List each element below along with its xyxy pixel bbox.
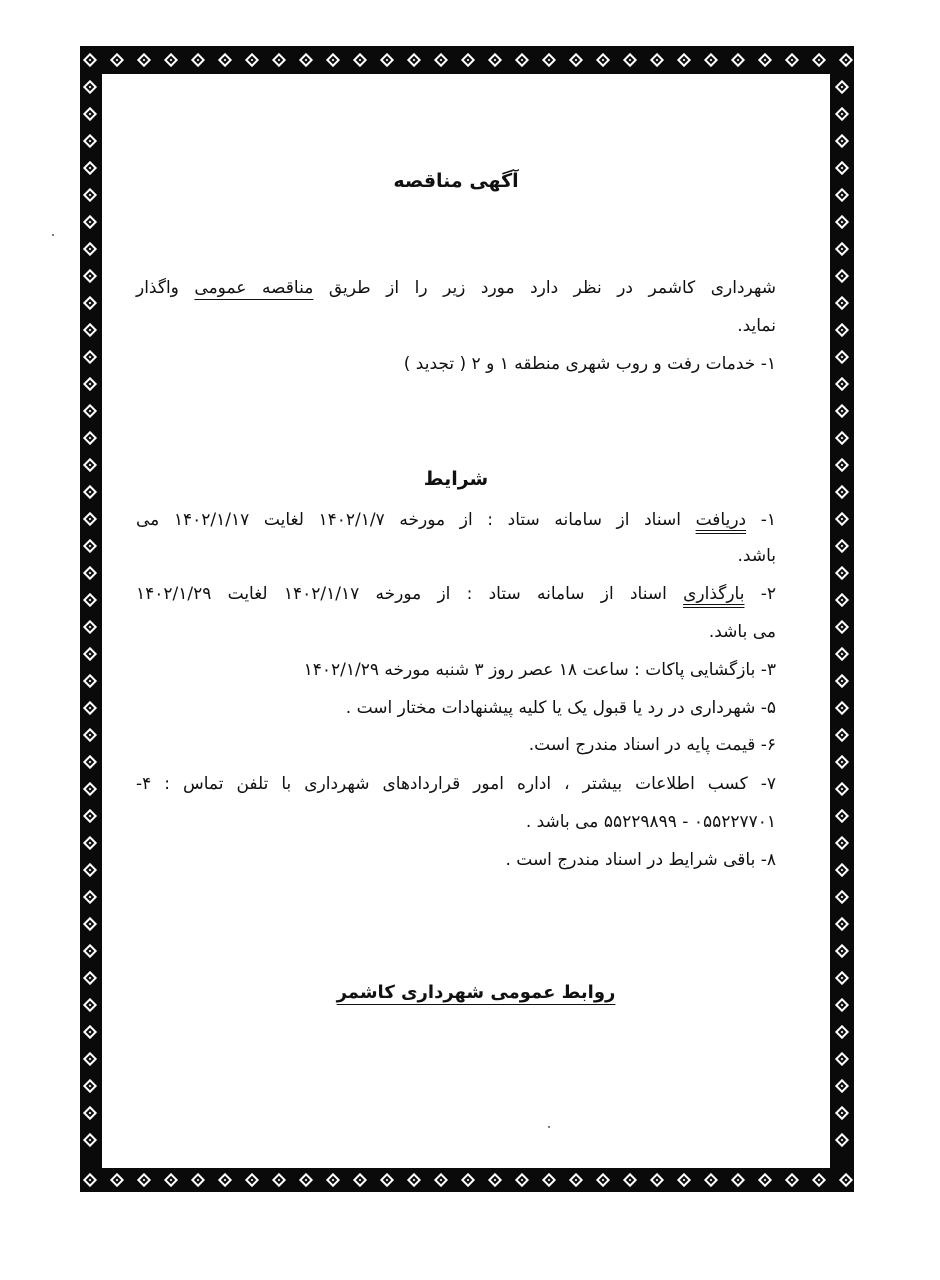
border-diamond bbox=[835, 485, 849, 499]
condition-7-line-2: ۰۵۵۲۲۷۷۰۱ - ۵۵۲۲۹۸۹۹ می باشد . bbox=[525, 812, 776, 832]
border-diamond bbox=[83, 404, 97, 418]
border-diamond bbox=[83, 890, 97, 904]
border-diamond bbox=[380, 1173, 394, 1187]
border-diamond bbox=[812, 1173, 826, 1187]
border-diamond bbox=[835, 161, 849, 175]
border-diamond bbox=[218, 1173, 232, 1187]
border-diamond bbox=[83, 566, 97, 580]
border-diamond bbox=[650, 1173, 664, 1187]
border-diamond bbox=[83, 971, 97, 985]
border-diamond bbox=[83, 836, 97, 850]
border-diamond bbox=[380, 53, 394, 67]
border-diamond bbox=[596, 1173, 610, 1187]
border-diamond bbox=[299, 1173, 313, 1187]
border-diamond bbox=[83, 593, 97, 607]
border-diamond bbox=[83, 296, 97, 310]
border-diamond bbox=[353, 1173, 367, 1187]
border-diamond bbox=[83, 188, 97, 202]
border-diamond bbox=[835, 1079, 849, 1093]
border-diamond bbox=[835, 107, 849, 121]
border-diamond bbox=[83, 1052, 97, 1066]
condition-6: ۶- قیمت پایه در اسناد مندرج است. bbox=[528, 735, 776, 755]
border-diamond bbox=[677, 1173, 691, 1187]
border-diamond bbox=[488, 1173, 502, 1187]
border-diamond bbox=[677, 53, 691, 67]
border-diamond bbox=[835, 890, 849, 904]
border-diamond bbox=[83, 647, 97, 661]
border-diamond bbox=[731, 1173, 745, 1187]
border-diamond bbox=[542, 1173, 556, 1187]
condition-2-line-2: می باشد. bbox=[708, 622, 776, 642]
border-diamond bbox=[835, 620, 849, 634]
border-diamond bbox=[835, 296, 849, 310]
border-diamond bbox=[83, 1173, 97, 1187]
border-diamond bbox=[812, 53, 826, 67]
condition-5: ۵- شهرداری در رد یا قبول یک یا کلیه پیشنهادات مختار است . bbox=[345, 698, 776, 718]
border-diamond bbox=[326, 53, 340, 67]
tender-type: مناقصه عمومی bbox=[194, 278, 314, 298]
border-diamond bbox=[835, 242, 849, 256]
border-diamond bbox=[835, 215, 849, 229]
border-diamond bbox=[83, 242, 97, 256]
border-diamond bbox=[835, 188, 849, 202]
border-diamond bbox=[835, 593, 849, 607]
border-diamond bbox=[650, 53, 664, 67]
border-diamond bbox=[83, 1133, 97, 1147]
border-diamond bbox=[326, 1173, 340, 1187]
border-diamond bbox=[835, 782, 849, 796]
border-diamond bbox=[835, 269, 849, 283]
border-diamond bbox=[839, 1173, 853, 1187]
border-diamond bbox=[83, 728, 97, 742]
document-page bbox=[102, 74, 830, 1168]
border-diamond bbox=[137, 1173, 151, 1187]
border-diamond bbox=[353, 53, 367, 67]
tender-item: ۱- خدمات رفت و روب شهری منطقه ۱ و ۲ ( تجدید ) bbox=[403, 354, 776, 374]
condition-1-line-1: ۱- دریافت اسناد از سامانه ستاد : از مورخه ۱۴۰۲/۱/۷ لغایت ۱۴۰۲/۱/۱۷ می bbox=[136, 510, 777, 530]
border-diamond bbox=[407, 53, 421, 67]
border-diamond bbox=[835, 134, 849, 148]
border-diamond bbox=[191, 53, 205, 67]
border-diamond bbox=[299, 53, 313, 67]
border-diamond bbox=[83, 53, 97, 67]
border-diamond bbox=[83, 917, 97, 931]
border-diamond bbox=[83, 512, 97, 526]
border-diamond bbox=[83, 998, 97, 1012]
condition-1-line-2: باشد. bbox=[737, 546, 776, 566]
border-diamond bbox=[623, 53, 637, 67]
border-diamond bbox=[835, 917, 849, 931]
border-diamond bbox=[835, 431, 849, 445]
border-diamond bbox=[434, 1173, 448, 1187]
border-diamond bbox=[542, 53, 556, 67]
border-diamond bbox=[835, 323, 849, 337]
signature-public-relations: روابط عمومی شهرداری کاشمر bbox=[336, 982, 616, 1003]
condition-7-line-1: ۷- کسب اطلاعات بیشتر ، اداره امور قراردادهای شهرداری با تلفن تماس : ۴- bbox=[136, 774, 776, 794]
border-diamond bbox=[623, 1173, 637, 1187]
border-diamond bbox=[515, 1173, 529, 1187]
border-diamond bbox=[83, 701, 97, 715]
border-diamond bbox=[83, 80, 97, 94]
border-diamond bbox=[835, 1025, 849, 1039]
condition-3: ۳- بازگشایی پاکات : ساعت ۱۸ عصر روز ۳ شنبه مورخه ۱۴۰۲/۱/۲۹ bbox=[303, 660, 776, 680]
border-diamond bbox=[835, 458, 849, 472]
border-diamond bbox=[191, 1173, 205, 1187]
border-diamond bbox=[758, 1173, 772, 1187]
border-diamond bbox=[83, 350, 97, 364]
condition-2-line-1: ۲- بارگذاری اسناد از سامانه ستاد : از مورخه ۱۴۰۲/۱/۱۷ لغایت ۱۴۰۲/۱/۲۹ bbox=[136, 584, 776, 604]
border-diamond bbox=[704, 1173, 718, 1187]
border-diamond bbox=[164, 1173, 178, 1187]
border-diamond bbox=[704, 53, 718, 67]
border-diamond bbox=[569, 1173, 583, 1187]
border-diamond bbox=[569, 53, 583, 67]
border-diamond bbox=[83, 674, 97, 688]
border-diamond bbox=[83, 809, 97, 823]
border-diamond bbox=[83, 485, 97, 499]
border-diamond bbox=[83, 323, 97, 337]
border-diamond bbox=[83, 1079, 97, 1093]
border-diamond bbox=[835, 377, 849, 391]
border-diamond bbox=[407, 1173, 421, 1187]
border-diamond bbox=[835, 1133, 849, 1147]
border-diamond bbox=[515, 53, 529, 67]
scan-speck bbox=[52, 234, 54, 236]
border-diamond bbox=[835, 539, 849, 553]
condition-8: ۸- باقی شرایط در اسناد مندرج است . bbox=[505, 850, 776, 870]
border-diamond bbox=[272, 53, 286, 67]
border-diamond bbox=[245, 53, 259, 67]
border-diamond bbox=[785, 53, 799, 67]
border-diamond bbox=[758, 53, 772, 67]
border-diamond bbox=[272, 1173, 286, 1187]
border-diamond bbox=[835, 404, 849, 418]
border-diamond bbox=[83, 215, 97, 229]
border-diamond bbox=[731, 53, 745, 67]
border-diamond bbox=[83, 377, 97, 391]
border-diamond bbox=[835, 647, 849, 661]
border-diamond bbox=[835, 80, 849, 94]
border-diamond bbox=[488, 53, 502, 67]
border-diamond bbox=[83, 863, 97, 877]
border-diamond bbox=[835, 1052, 849, 1066]
border-diamond bbox=[839, 53, 853, 67]
border-diamond bbox=[835, 836, 849, 850]
conditions-heading: شرایط bbox=[423, 468, 489, 490]
decorative-border bbox=[80, 46, 854, 1192]
border-diamond bbox=[83, 161, 97, 175]
border-diamond bbox=[461, 1173, 475, 1187]
border-diamond bbox=[83, 431, 97, 445]
notice-title: آگهی مناقصه bbox=[393, 170, 519, 192]
border-diamond bbox=[461, 53, 475, 67]
intro-line-1: شهرداری کاشمر در نظر دارد مورد زیر را از طریق مناقصه عمومی واگذار bbox=[136, 278, 776, 298]
border-diamond bbox=[83, 1025, 97, 1039]
border-diamond bbox=[137, 53, 151, 67]
border-diamond bbox=[110, 53, 124, 67]
border-diamond bbox=[835, 755, 849, 769]
border-diamond bbox=[835, 809, 849, 823]
border-diamond bbox=[835, 566, 849, 580]
border-diamond bbox=[785, 1173, 799, 1187]
border-diamond bbox=[83, 1106, 97, 1120]
border-diamond bbox=[835, 944, 849, 958]
intro-line-2: نماید. bbox=[737, 316, 776, 336]
border-diamond bbox=[218, 53, 232, 67]
border-diamond bbox=[835, 728, 849, 742]
border-diamond bbox=[835, 998, 849, 1012]
border-diamond bbox=[83, 620, 97, 634]
border-diamond bbox=[83, 269, 97, 283]
border-diamond bbox=[245, 1173, 259, 1187]
border-diamond bbox=[835, 674, 849, 688]
scan-speck bbox=[548, 1126, 550, 1128]
border-diamond bbox=[83, 539, 97, 553]
border-diamond bbox=[835, 1106, 849, 1120]
border-diamond bbox=[83, 134, 97, 148]
border-diamond bbox=[835, 350, 849, 364]
border-diamond bbox=[83, 944, 97, 958]
border-diamond bbox=[164, 53, 178, 67]
border-diamond bbox=[83, 458, 97, 472]
border-diamond bbox=[835, 701, 849, 715]
border-diamond bbox=[835, 512, 849, 526]
border-diamond bbox=[835, 971, 849, 985]
border-diamond bbox=[434, 53, 448, 67]
border-diamond bbox=[83, 107, 97, 121]
border-diamond bbox=[83, 782, 97, 796]
border-diamond bbox=[83, 755, 97, 769]
border-diamond bbox=[835, 863, 849, 877]
border-diamond bbox=[110, 1173, 124, 1187]
border-diamond bbox=[596, 53, 610, 67]
